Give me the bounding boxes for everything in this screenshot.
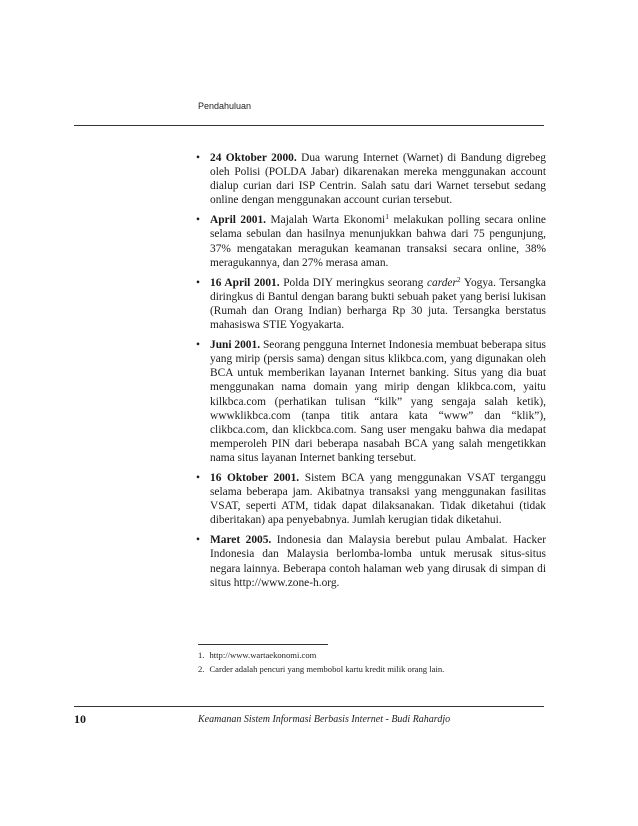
entry-text: melakukan polling secara online selama sebulan dan hasilnya menunjukkan bahwa dari 75 pengunjung, 37% mengatakan meragukan keamanan transaksi secara online, 38% meragukannya, dan 27% merasa aman. <box>210 214 546 269</box>
bullet-icon: • <box>196 214 200 227</box>
entry-text: Seorang pengguna Internet Indonesia membuat beberapa situs yang mirip (persis sama) dengan situs klikbca.com, yang digunakan oleh BCA untuk memberikan layanan Internet banking. Situs yang dia buat menggunakan nama domain yang mirip dengan klikbca.com, yaitu kilkbca.com (perhatikan tulisan “kilk” yang sengaja salah ketik), wwwklikbca.com (tanpa titik antara kata “www” dan “klik”), clikbca.com, dan klickbca.com. Sang user mengaku bahwa dia medapat memperoleh PIN dari beberapa nasabah BCA yang salah mengetikkan nama situs layanan Internet banking tersebut. <box>210 339 546 464</box>
bullet-icon: • <box>196 534 200 547</box>
entry-date: 16 Oktober 2001. <box>210 471 300 484</box>
list-item <box>194 338 546 465</box>
entry-text: Dua warung Internet (Warnet) di Bandung digrebeg oleh Polisi (POLDA Jabar) dikarenakan mereka menggunakan account dialup curian dari ISP Centrin. Salah satu dari Warnet tersebut sedang online dengan menggunakan account curian tersebut. <box>210 152 546 207</box>
footnote-ref: 2 <box>456 274 461 284</box>
entry-text: Yogya. Tersangka diringkus di Bantul dengan barang bukti sebuah paket yang berisi lukisan (Rumah dan Orang Indian) berharga Rp 30 juta. Tersangka berstatus mahasiswa STIE Yogyakarta. <box>210 276 546 332</box>
entry-date: Maret 2005. <box>210 534 272 547</box>
entry-date: Juni 2001. <box>210 339 261 352</box>
entry-date: April 2001. <box>210 214 267 227</box>
entry-term: carder <box>426 276 457 289</box>
footnote-number: 2. <box>198 663 205 674</box>
entry-text: Polda DIY meringkus seorang <box>283 276 424 289</box>
list-item <box>194 151 546 207</box>
footnote-ref: 1 <box>385 212 389 222</box>
footnote-rule <box>198 644 328 645</box>
footnote <box>198 649 538 663</box>
running-foot: Keamanan Sistem Informasi Berbasis Internet - Budi Rahardjo <box>198 714 451 725</box>
footnotes <box>198 649 538 676</box>
footnote-number: 1. <box>198 650 205 660</box>
main-content <box>194 151 546 596</box>
entry-text: Majalah Warta Ekonomi <box>270 214 386 227</box>
footer-rule <box>74 706 544 707</box>
entry-text: Indonesia dan Malaysia berebut pulau Ambalat. Hacker Indonesia dan Malaysia berlomba-lomba untuk merusak situs-situs negara lainnya. Beberapa contoh halaman web yang dirusak di simpan di situs http://www.zone-h.org. <box>210 534 547 589</box>
page-number: 10 <box>74 712 86 726</box>
bullet-icon: • <box>196 339 200 352</box>
entry-text: Sistem BCA yang menggunakan VSAT terganggu selama beberapa jam. Akibatnya transaksi yang menggunakan fasilitas VSAT, seperti ATM, tidak dapat dilaksanakan. Tidak diketahui (tidak diberitakan) apa penyebabnya. Jumlah kerugian tidak diketahui. <box>210 471 546 527</box>
entry-date: 24 Oktober 2000. <box>210 152 297 164</box>
list-item <box>194 276 546 332</box>
entry-date: 16 April 2001. <box>210 276 280 289</box>
header-rule <box>74 125 544 126</box>
bullet-icon: • <box>196 152 200 164</box>
list-item <box>194 471 546 527</box>
footnote-text: Carder adalah pencuri yang membobol kartu kredit milik orang lain. <box>209 663 445 674</box>
list-item <box>194 533 546 589</box>
footnote <box>198 663 538 677</box>
running-head: Pendahuluan <box>198 101 252 111</box>
bullet-icon: • <box>196 471 200 484</box>
bullet-icon: • <box>196 276 200 289</box>
list-item <box>194 213 546 269</box>
footnote-text: http://www.wartaekonomi.com <box>209 650 317 660</box>
